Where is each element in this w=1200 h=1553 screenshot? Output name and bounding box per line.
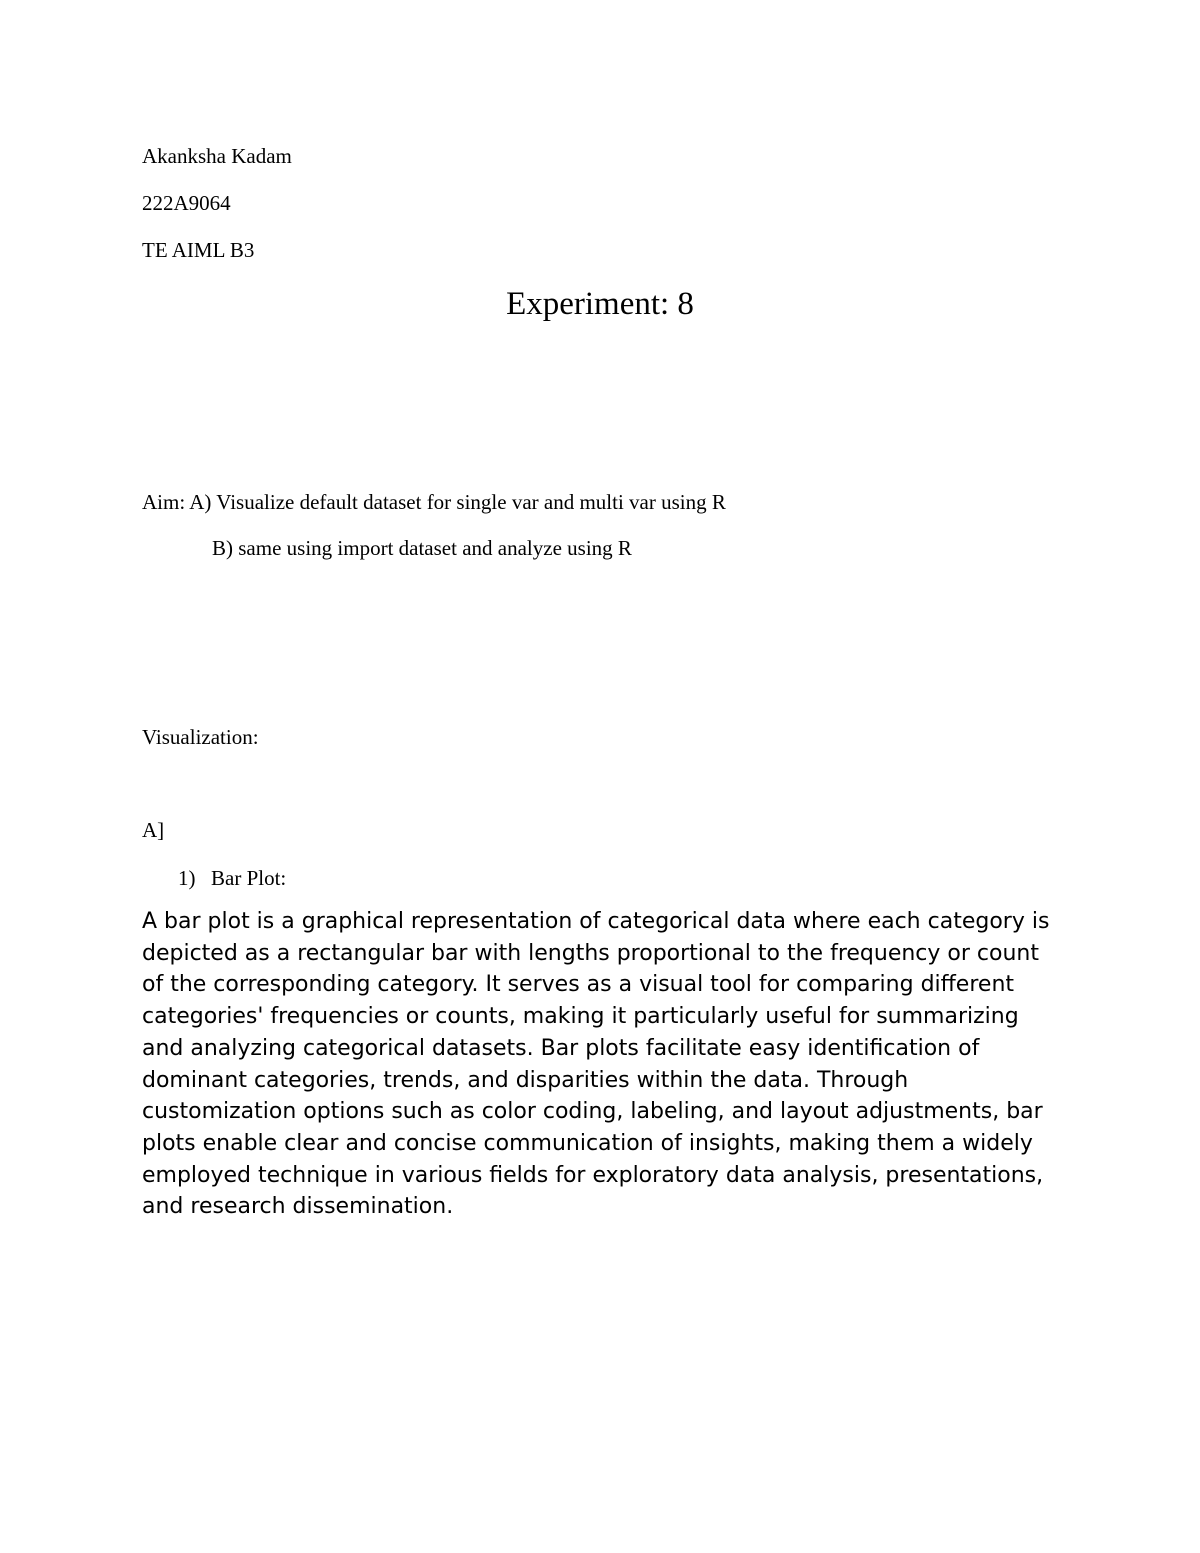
- bar-plot-description: A bar plot is a graphical representation of categorical data where each category is depicted as a rectangular bar with lengths proportional to the frequency or count of the corresponding category. It serves as a visual tool for comparing different categories' frequencies or counts, making it particularly useful for summarizing and analyzing categorical datasets. Bar plots facilitate easy identification of dominant categories, trends, and disparities within the data. Through customization options such as color coding, labeling, and layout adjustments, bar plots enable clear and concise communication of insights, making them a widely employed technique in various fields for exploratory data analysis, presentations, and research dissemination.: [142, 909, 1050, 1220]
- list-item-number: 1): [178, 866, 196, 890]
- page-title: Experiment: 8: [506, 286, 694, 322]
- aim-part-a: Aim: A) Visualize default dataset for single var and multi var using R: [142, 490, 726, 514]
- section-label: A]: [142, 818, 165, 842]
- list-item-bar-plot: [178, 866, 286, 890]
- visualization-heading: Visualization:: [142, 725, 259, 749]
- author-name: Akanksha Kadam: [142, 144, 292, 168]
- roll-number: 222A9064: [142, 191, 231, 215]
- aim-part-b: B) same using import dataset and analyze using R: [212, 536, 632, 560]
- class-batch: TE AIML B3: [142, 238, 255, 262]
- list-item-label: Bar Plot:: [211, 866, 287, 890]
